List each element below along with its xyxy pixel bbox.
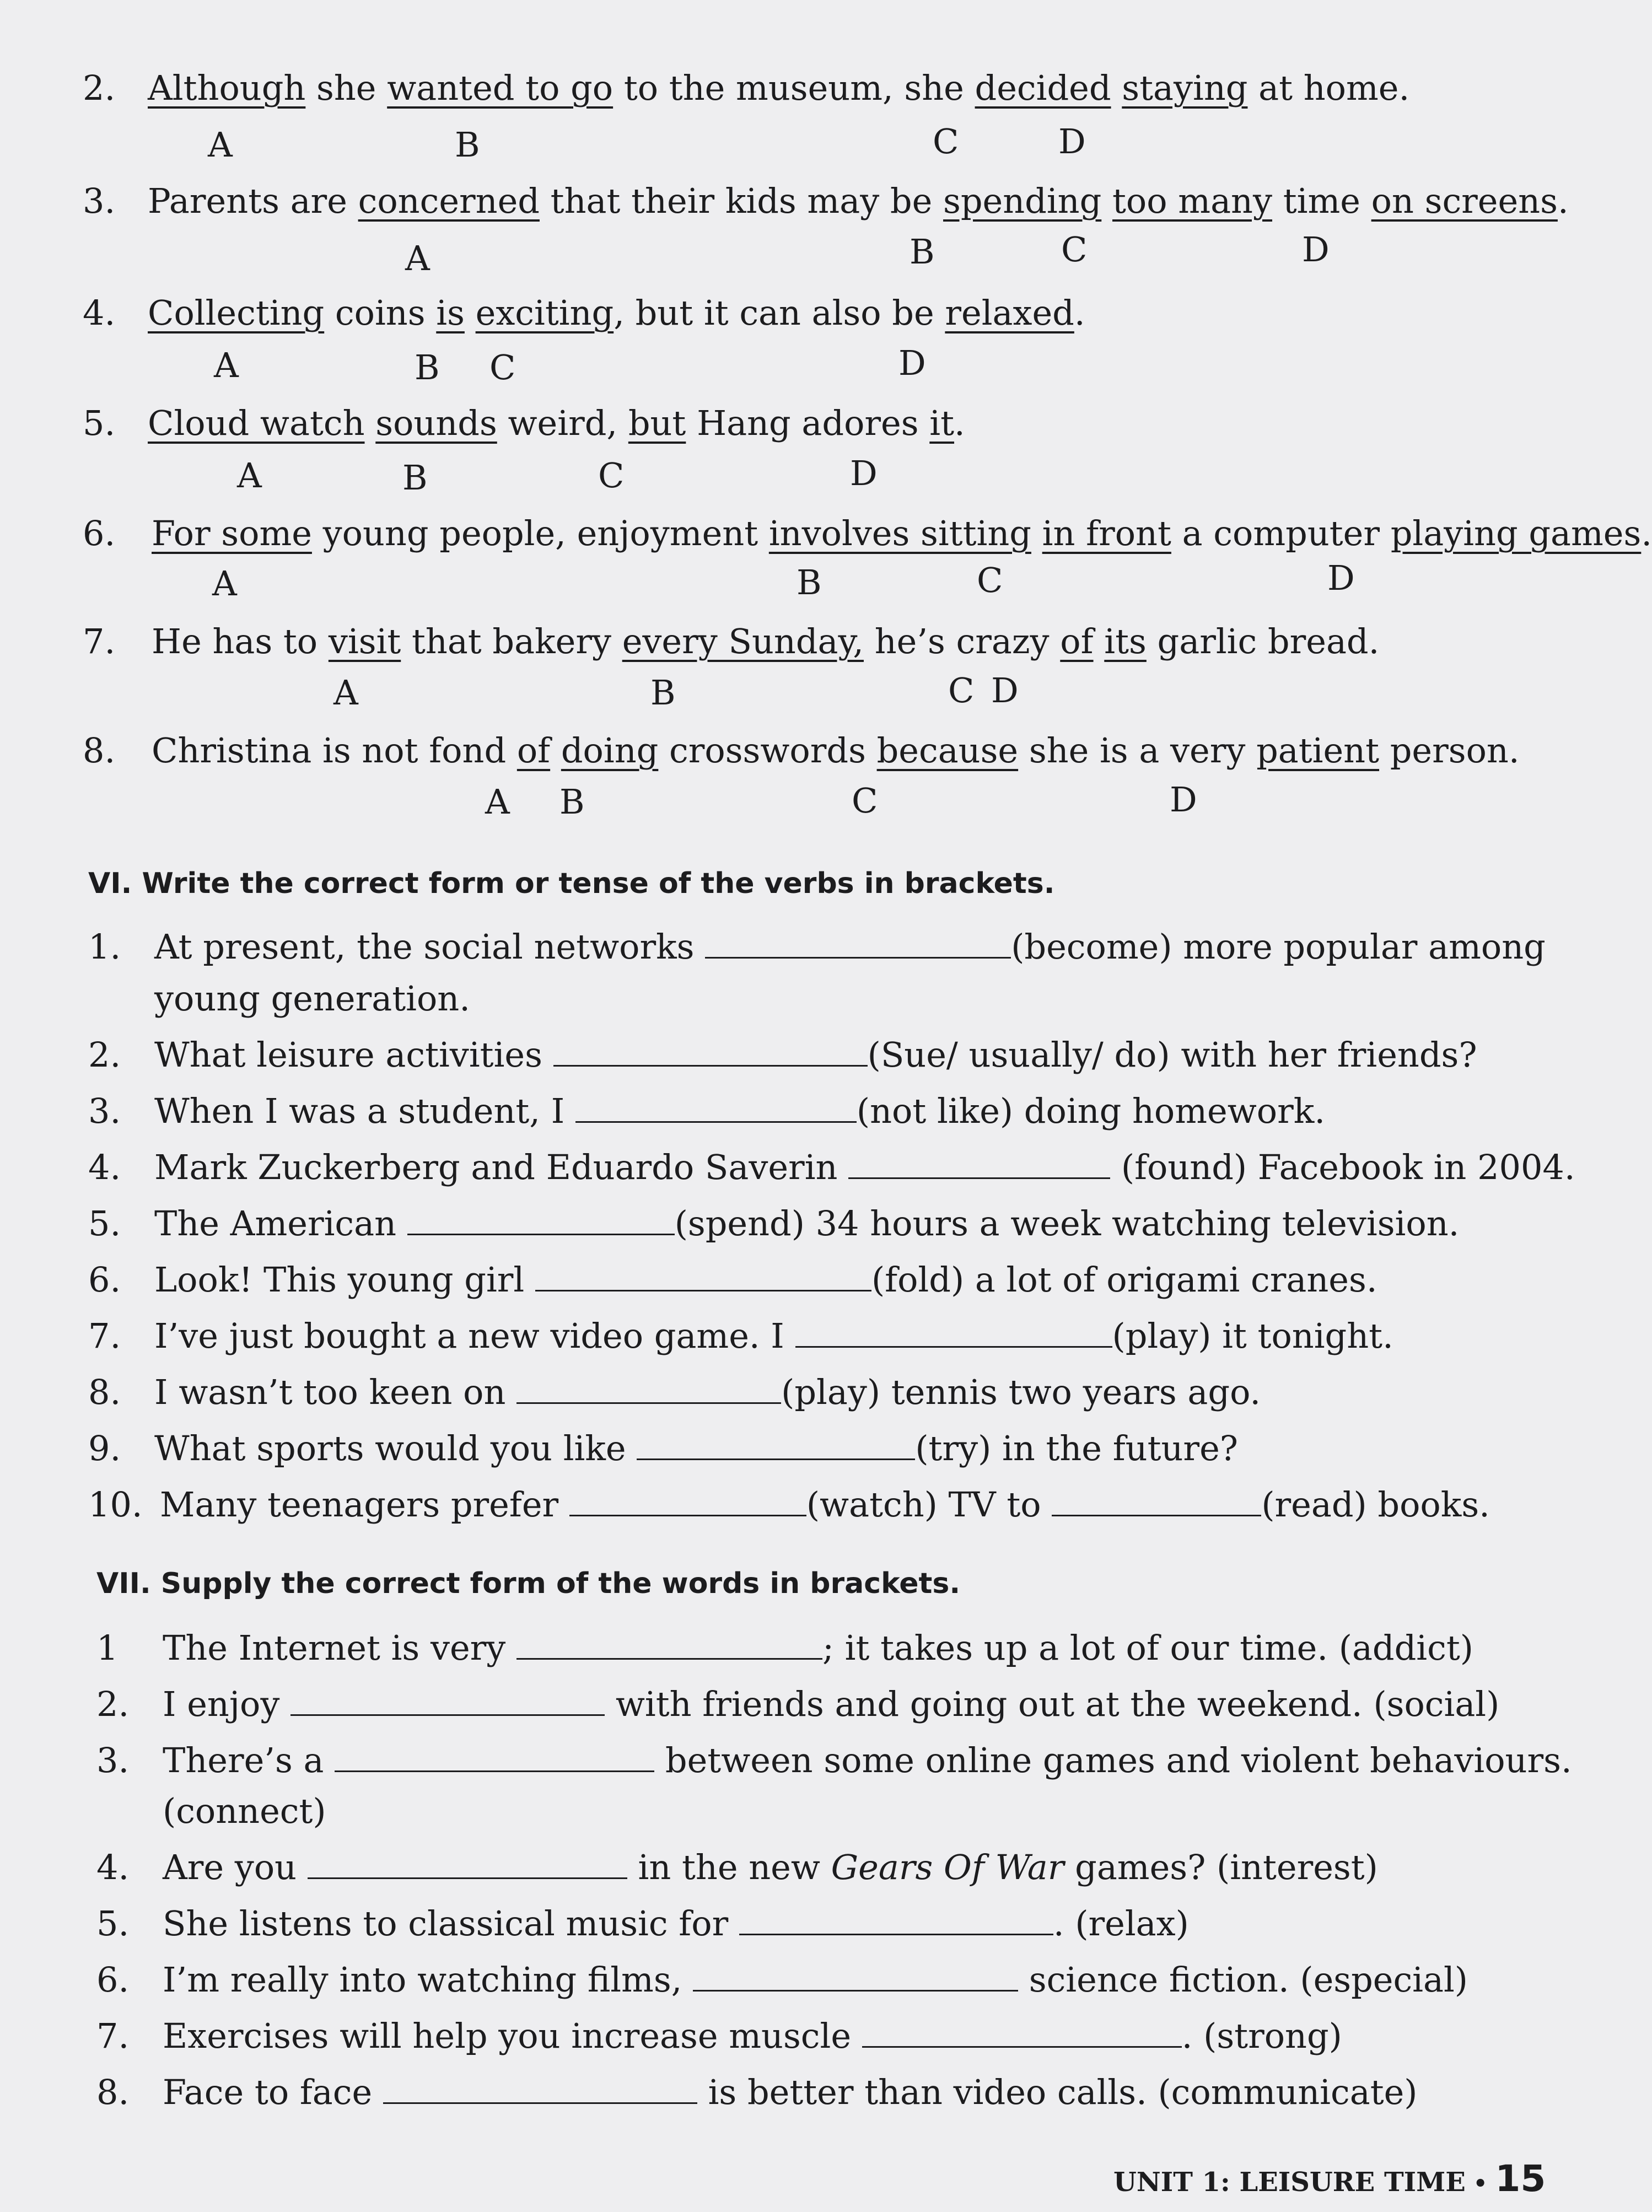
verb-item-4: 4. Mark Zuckerberg and Eduardo Saverin (found) Facebook in 2004. <box>88 1147 1575 1187</box>
verb-item-8: 8. I wasn’t too keen on (play) tennis two years ago. <box>88 1372 1261 1412</box>
option-letter-b: B <box>402 458 428 498</box>
error-item-2: 2. Although she wanted to go to the museum, she decided staying at home. <box>83 68 1410 108</box>
option-letter-c: C <box>489 347 516 387</box>
option-letter-a: A <box>208 125 233 165</box>
option-letter-d: D <box>898 343 926 383</box>
error-item-8: 8. Christina is not fond of doing crosswords because she is a very patient person. <box>83 730 1520 771</box>
word-form-item-7: 7. Exercises will help you increase muscle . (strong) <box>96 2016 1342 2056</box>
answer-blank[interactable] <box>862 2019 1182 2048</box>
answer-blank[interactable] <box>1052 1487 1261 1516</box>
answer-blank[interactable] <box>569 1487 806 1516</box>
option-letter-b: B <box>797 562 822 602</box>
verb-item-2: 2. What leisure activities (Sue/ usually/ do) with her friends? <box>88 1035 1477 1075</box>
answer-blank[interactable] <box>693 1962 1018 1992</box>
option-letter-b: B <box>559 782 585 822</box>
answer-blank[interactable] <box>335 1743 654 1772</box>
verb-item-3: 3. When I was a student, I (not like) doing homework. <box>88 1091 1326 1131</box>
option-letter-d: D <box>850 453 878 493</box>
verb-item-5: 5. The American (spend) 34 hours a week watching television. <box>88 1203 1460 1244</box>
answer-blank[interactable] <box>407 1206 675 1235</box>
answer-blank[interactable] <box>290 1687 605 1716</box>
verb-item-9: 9. What sports would you like (try) in the future? <box>88 1428 1238 1468</box>
word-form-item-3-continued: (connect) <box>163 1791 326 1831</box>
option-letter-a: A <box>214 345 239 385</box>
answer-blank[interactable] <box>383 2075 697 2104</box>
option-letter-a: A <box>405 238 430 278</box>
verb-item-6: 6. Look! This young girl (fold) a lot of origami cranes. <box>88 1260 1377 1300</box>
page-footer <box>1113 2157 1546 2203</box>
section-7-heading: VII. Supply the correct form of the words in brackets. <box>96 1567 961 1600</box>
error-item-3: 3. Parents are concerned that their kids may be spending too many time on screens. <box>83 181 1569 221</box>
option-letter-d: D <box>1058 121 1086 162</box>
error-item-6: 6. For some young people, enjoyment involves sitting in front a computer playing games. <box>83 513 1652 553</box>
answer-blank[interactable] <box>308 1850 627 1879</box>
option-letter-d: D <box>1327 558 1355 598</box>
option-letter-c: C <box>977 560 1003 600</box>
option-letter-b: B <box>910 232 935 272</box>
word-form-item-2: 2. I enjoy with friends and going out at the weekend. (social) <box>96 1684 1500 1724</box>
answer-blank[interactable] <box>516 1375 781 1404</box>
answer-blank[interactable] <box>637 1431 915 1460</box>
answer-blank[interactable] <box>535 1262 871 1291</box>
option-letter-a: A <box>333 672 358 713</box>
option-letter-c: C <box>852 781 878 821</box>
answer-blank[interactable] <box>553 1037 868 1067</box>
verb-item-1-continued: young generation. <box>154 978 470 1019</box>
option-letter-a: A <box>237 455 262 496</box>
option-letter-a: A <box>485 782 510 822</box>
option-letter-c: C <box>598 455 625 496</box>
error-item-4: 4. Collecting coins is exciting, but it can also be relaxed. <box>83 293 1085 333</box>
option-letter-b: B <box>650 672 676 713</box>
option-letter-c: C <box>933 121 959 162</box>
option-letter-d: D <box>991 670 1019 711</box>
answer-blank[interactable] <box>575 1094 857 1123</box>
verb-item-10: 10. Many teenagers prefer (watch) TV to (read) books. <box>88 1484 1490 1525</box>
option-letter-c: C <box>1061 229 1088 270</box>
verb-item-1: 1. At present, the social networks (become) more popular among <box>88 927 1546 967</box>
word-form-item-8: 8. Face to face is better than video calls. (communicate) <box>96 2072 1418 2112</box>
error-item-5: 5. Cloud watch sounds weird, but Hang adores it. <box>83 403 965 443</box>
word-form-item-6: 6. I’m really into watching films, science fiction. (especial) <box>96 1960 1468 2000</box>
answer-blank[interactable] <box>848 1150 1110 1179</box>
answer-blank[interactable] <box>739 1906 1053 1935</box>
section-6-heading: VI. Write the correct form or tense of the verbs in brackets. <box>88 867 1055 900</box>
word-form-item-4: 4. Are you in the new Gears Of War games? (interest) <box>96 1847 1378 1887</box>
option-letter-c: C <box>948 670 975 711</box>
error-item-7: 7. He has to visit that bakery every Sunday, he’s crazy of its garlic bread. <box>83 621 1380 661</box>
verb-item-7: 7. I’ve just bought a new video game. I (play) it tonight. <box>88 1316 1393 1356</box>
word-form-item-1: 1 The Internet is very ; it takes up a lot of our time. (addict) <box>96 1628 1473 1668</box>
unit-title: UNIT 1: LEISURE TIME <box>1113 2167 1466 2198</box>
option-letter-d: D <box>1302 229 1330 270</box>
option-letter-d: D <box>1170 779 1197 820</box>
word-form-item-3: 3. There’s a between some online games and violent behaviours. <box>96 1740 1572 1780</box>
option-letter-a: A <box>212 563 237 604</box>
option-letter-b: B <box>415 347 440 387</box>
option-letter-b: B <box>455 125 480 165</box>
answer-blank[interactable] <box>516 1630 822 1660</box>
page-number: 15 <box>1495 2157 1546 2200</box>
answer-blank[interactable] <box>705 929 1011 959</box>
bullet-icon: • <box>1473 2171 1488 2197</box>
word-form-item-5: 5. She listens to classical music for . (relax) <box>96 1903 1189 1944</box>
answer-blank[interactable] <box>795 1318 1112 1348</box>
